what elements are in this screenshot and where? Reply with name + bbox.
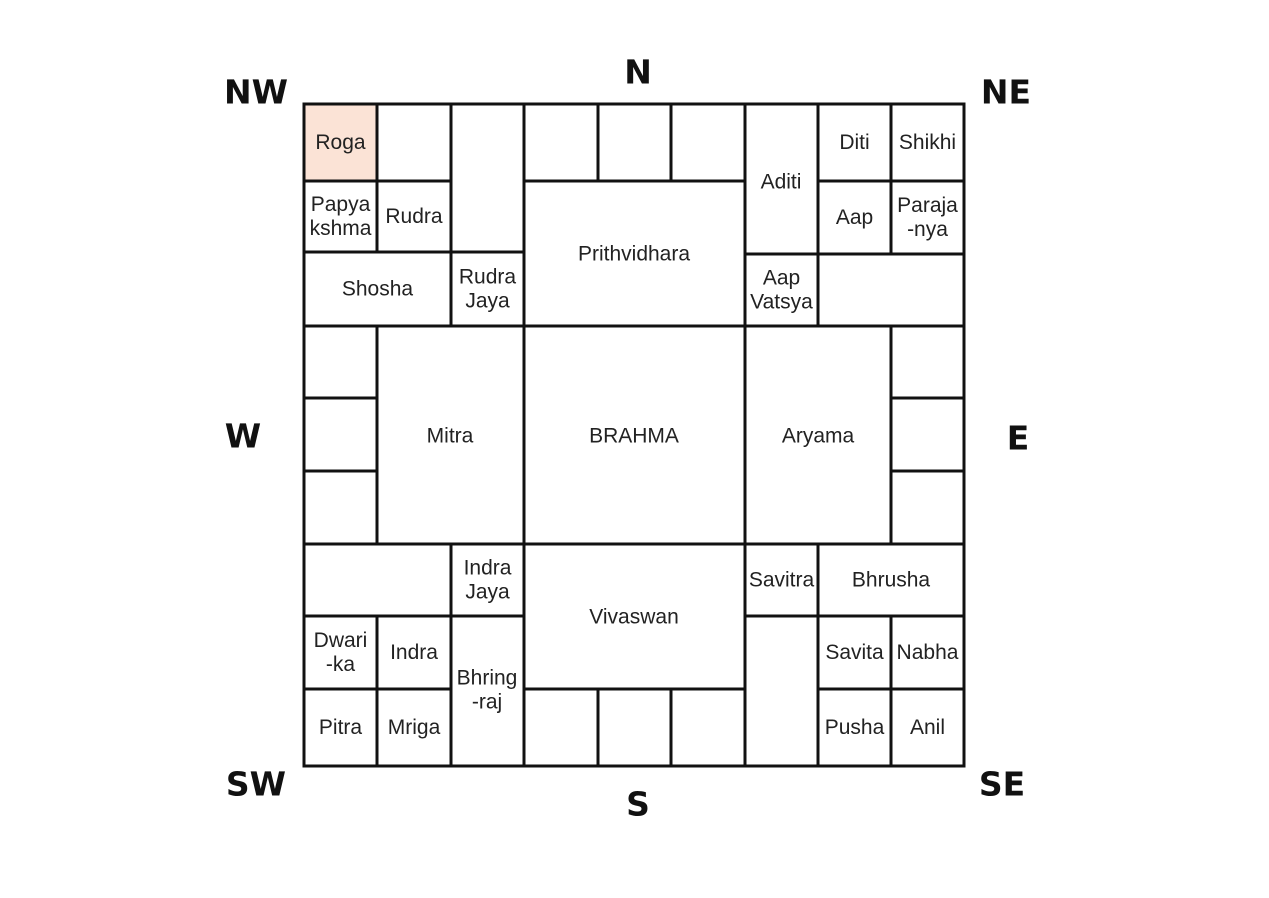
empty-cell-box <box>304 471 377 544</box>
cell-indra <box>377 616 451 689</box>
direction-label-ne: NE <box>980 72 1032 112</box>
cell-prithvidhara <box>524 181 745 326</box>
cell-label-mriga: Mriga <box>387 716 441 739</box>
cell-roga <box>304 104 377 181</box>
cell-label-nabha: Nabha <box>896 641 959 664</box>
cell-label-dwarika: Dwari <box>313 629 368 652</box>
cell-label-savita: Savita <box>825 641 884 664</box>
cell-label-roga: Roga <box>315 131 366 154</box>
cell-label-shikhi: Shikhi <box>898 131 957 154</box>
empty-cell <box>891 326 964 398</box>
direction-label-s: S <box>626 784 650 824</box>
empty-cell-box <box>598 104 671 181</box>
empty-cell <box>671 104 745 181</box>
cell-label-shosha: Shosha <box>341 277 414 301</box>
cell-label-diti: Diti <box>839 131 870 154</box>
cell-label-aap-vatsya: Vatsya <box>750 290 813 314</box>
mandala-grid <box>304 104 964 766</box>
cell-anil <box>891 689 964 766</box>
cell-label-aap: Aap <box>835 206 874 229</box>
cell-label-parajanya: Paraja <box>897 194 958 217</box>
empty-cell-box <box>304 326 377 398</box>
cell-rudra-jaya <box>451 252 524 326</box>
cell-label-indra: Indra <box>390 641 438 664</box>
empty-cell-box <box>524 104 598 181</box>
cell-aap <box>818 181 891 254</box>
cell-pitra <box>304 689 377 766</box>
empty-cell <box>451 104 524 252</box>
cell-papyakshma <box>304 181 377 252</box>
cell-label-aryama: Aryama <box>781 424 855 448</box>
cell-label-indra-jaya: Indra <box>463 556 512 580</box>
cell-indra-jaya <box>451 544 524 616</box>
direction-label-w: W <box>224 416 262 456</box>
direction-label-nw: NW <box>223 72 289 112</box>
cell-aryama <box>745 326 891 544</box>
cell-label-indra-jaya: Jaya <box>465 580 510 604</box>
cell-label-prithvidhara: Prithvidhara <box>577 242 691 266</box>
empty-cell-box <box>671 104 745 181</box>
empty-cell-box <box>304 544 451 616</box>
empty-cell <box>524 689 598 766</box>
cell-label-dwarika: -ka <box>325 653 356 676</box>
cell-label-vivaswan: Vivaswan <box>589 605 679 629</box>
cell-dwarika <box>304 616 377 689</box>
empty-cell <box>671 689 745 766</box>
empty-cell-box <box>891 326 964 398</box>
cell-pusha <box>818 689 891 766</box>
cell-label-bhringraj: -raj <box>471 690 503 714</box>
empty-cell <box>304 471 377 544</box>
empty-cell-box <box>598 689 671 766</box>
cell-bhrusha <box>818 544 964 616</box>
direction-label-sw: SW <box>225 764 287 804</box>
cell-aap-vatsya <box>745 254 818 326</box>
empty-cell-box <box>524 689 598 766</box>
cell-label-savitra: Savitra <box>748 568 815 592</box>
empty-cell <box>304 544 451 616</box>
cell-shosha <box>304 252 451 326</box>
cell-label-brahma: BRAHMA <box>589 424 679 448</box>
empty-cell <box>304 326 377 398</box>
cell-label-bhrusha: Bhrusha <box>851 568 931 592</box>
cell-label-rudra-jaya: Rudra <box>458 265 517 289</box>
empty-cell <box>598 689 671 766</box>
empty-cell-box <box>891 471 964 544</box>
cell-brahma <box>524 326 745 544</box>
cell-label-bhringraj: Bhring <box>456 666 518 690</box>
cell-label-parajanya: -nya <box>907 218 948 241</box>
cell-label-anil: Anil <box>909 716 946 739</box>
cell-savitra <box>745 544 818 616</box>
empty-cell <box>524 104 598 181</box>
cell-label-mitra: Mitra <box>426 424 474 448</box>
empty-cell <box>891 398 964 471</box>
empty-cell-box <box>304 398 377 471</box>
direction-label-n: N <box>624 52 652 92</box>
direction-label-e: E <box>1006 418 1030 458</box>
cell-shikhi <box>891 104 964 181</box>
cell-mitra <box>377 326 524 544</box>
empty-cell-box <box>745 616 818 766</box>
empty-cell <box>745 616 818 766</box>
empty-cell <box>891 471 964 544</box>
empty-cell-box <box>451 104 524 252</box>
cell-aditi <box>745 104 818 254</box>
cell-nabha <box>891 616 964 689</box>
empty-cell-box <box>891 398 964 471</box>
empty-cell <box>598 104 671 181</box>
cell-parajanya <box>891 181 964 254</box>
cell-savita <box>818 616 891 689</box>
cell-label-papyakshma: kshma <box>309 217 372 240</box>
cell-rudra <box>377 181 451 252</box>
empty-cell-box <box>818 254 964 326</box>
cell-diti <box>818 104 891 181</box>
cell-label-pitra: Pitra <box>318 716 363 739</box>
empty-cell <box>304 398 377 471</box>
cell-label-aditi: Aditi <box>760 170 802 194</box>
direction-label-se: SE <box>978 764 1026 804</box>
cell-label-rudra-jaya: Jaya <box>465 289 510 313</box>
cell-label-rudra: Rudra <box>385 205 443 228</box>
empty-cell <box>377 104 451 181</box>
cell-label-aap-vatsya: Aap <box>762 266 801 290</box>
cell-label-pusha: Pusha <box>824 716 885 739</box>
cell-bhringraj <box>451 616 524 766</box>
cell-label-papyakshma: Papya <box>310 193 371 216</box>
cell-vivaswan <box>524 544 745 689</box>
empty-cell-box <box>377 104 451 181</box>
empty-cell <box>818 254 964 326</box>
cell-mriga <box>377 689 451 766</box>
empty-cell-box <box>671 689 745 766</box>
